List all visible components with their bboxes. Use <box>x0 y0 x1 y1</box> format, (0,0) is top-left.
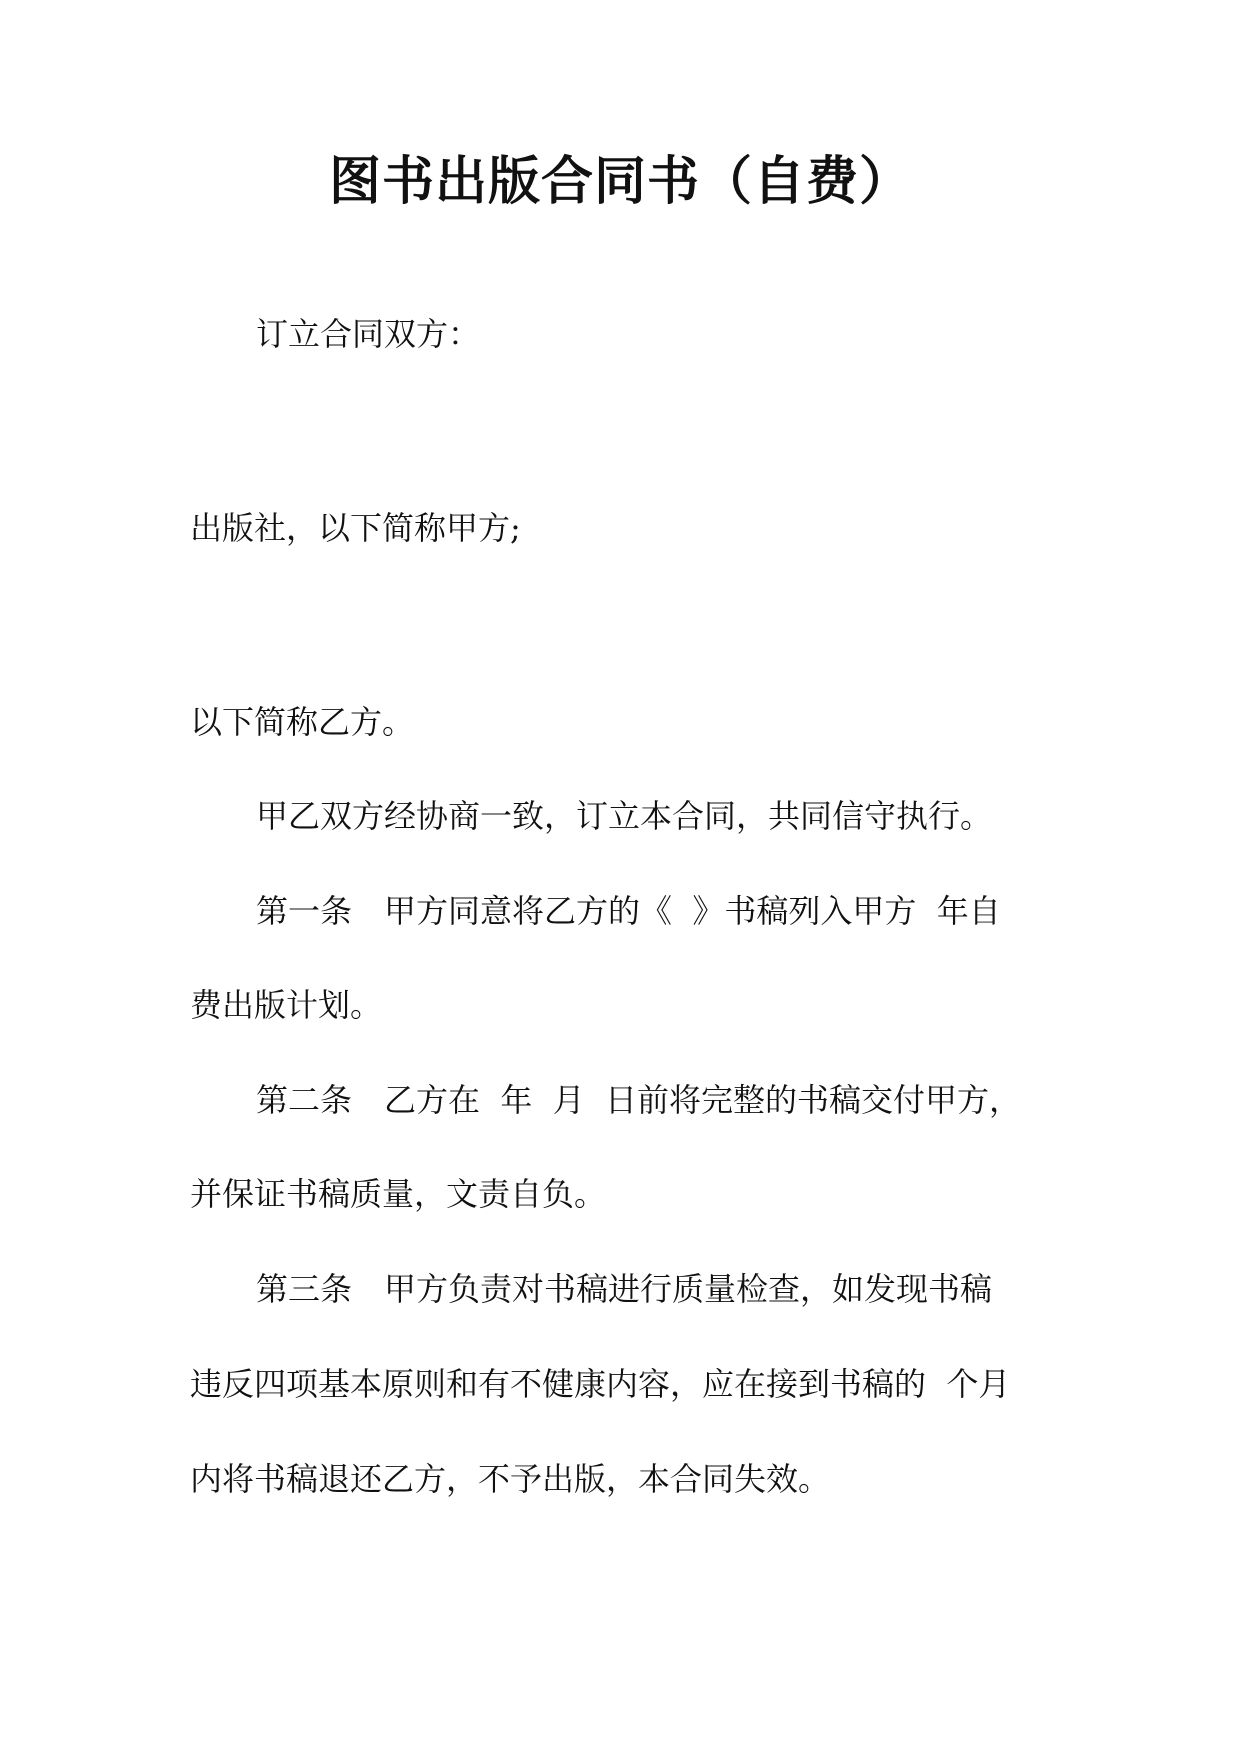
document-title: 图书出版合同书（自费） <box>328 151 912 212</box>
party-a-line: 出版社，以下简称甲方; <box>190 509 521 547</box>
article-3-line-1: 第三条 甲方负责对书稿进行质量检查，如发现书稿 <box>256 1270 993 1308</box>
article-3-line-3: 内将书稿退还乙方，不予出版，本合同失效。 <box>190 1460 831 1498</box>
article-1-line-2: 费出版计划。 <box>190 986 383 1024</box>
agreement-statement: 甲乙双方经协商一致，订立本合同，共同信守执行。 <box>256 797 993 835</box>
article-1-line-1: 第一条 甲方同意将乙方的《 》书稿列入甲方 年自 <box>256 892 1001 930</box>
article-2-line-2: 并保证书稿质量，文责自负。 <box>190 1175 607 1213</box>
party-b-line: 以下简称乙方。 <box>190 703 415 741</box>
contract-parties-heading: 订立合同双方： <box>256 315 481 353</box>
article-3-line-2: 违反四项基本原则和有不健康内容，应在接到书稿的 个月 <box>190 1365 1011 1403</box>
article-2-line-1: 第二条 乙方在 年 月 日前将完整的书稿交付甲方， <box>256 1081 1022 1119</box>
